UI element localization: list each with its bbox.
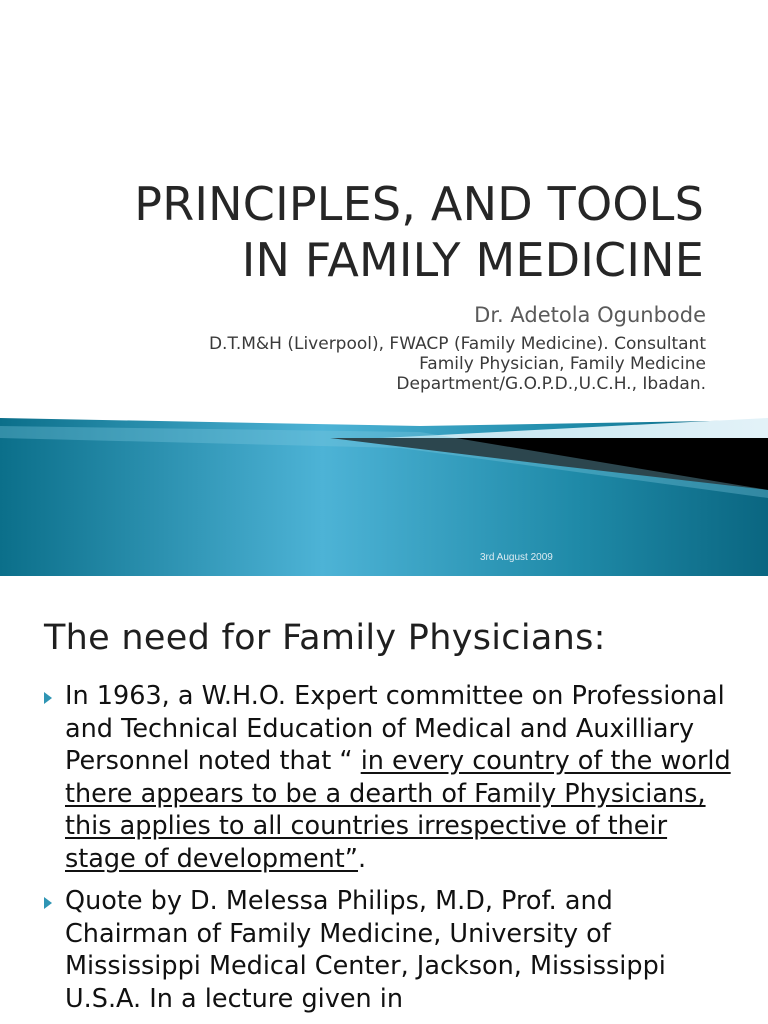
bullet-text: Quote by D. Melessa Philips, M.D, Prof. and Chairman of Family Medicine, University of Mississippi Medical Center, Jackson, Mississippi U.S.A. In a lecture given in (65, 886, 666, 1014)
triangle-bullet-icon (44, 897, 52, 909)
list-item (44, 885, 734, 1015)
credentials-line-3: Department/G.O.P.D.,U.C.H., Ibadan. (396, 374, 706, 394)
author-credentials (46, 334, 706, 394)
bullet-end-text: . (358, 843, 367, 874)
slide-heading: The need for Family Physicians: (44, 618, 606, 658)
slide-date: 3rd August 2009 (480, 552, 553, 563)
author-name: Dr. Adetola Ogunbode (474, 303, 706, 327)
triangle-bullet-icon (44, 692, 52, 704)
underlined-quote: in every country of the world there appears to be a dearth of Family Physicians, this applies to all countries irrespective of their stage of development” (65, 746, 731, 874)
credentials-line-2: Family Physician, Family Medicine (419, 354, 706, 374)
credentials-line-1: D.T.M&H (Liverpool), FWACP (Family Medicine). Consultant (208, 334, 706, 354)
title-line-1: PRINCIPLES, AND TOOLS (134, 177, 704, 231)
list-item (44, 680, 734, 875)
content-slide (0, 576, 768, 1024)
title-line-2: IN FAMILY MEDICINE (241, 233, 704, 287)
decorative-wave-banner (0, 418, 768, 576)
bullet-list (44, 680, 734, 1024)
slide-title (64, 176, 704, 288)
bullet-intro-text: In 1963, a W.H.O. Expert committee on Professional and Technical Education of Medical and Auxilliary Personnel noted that “ (65, 681, 725, 776)
